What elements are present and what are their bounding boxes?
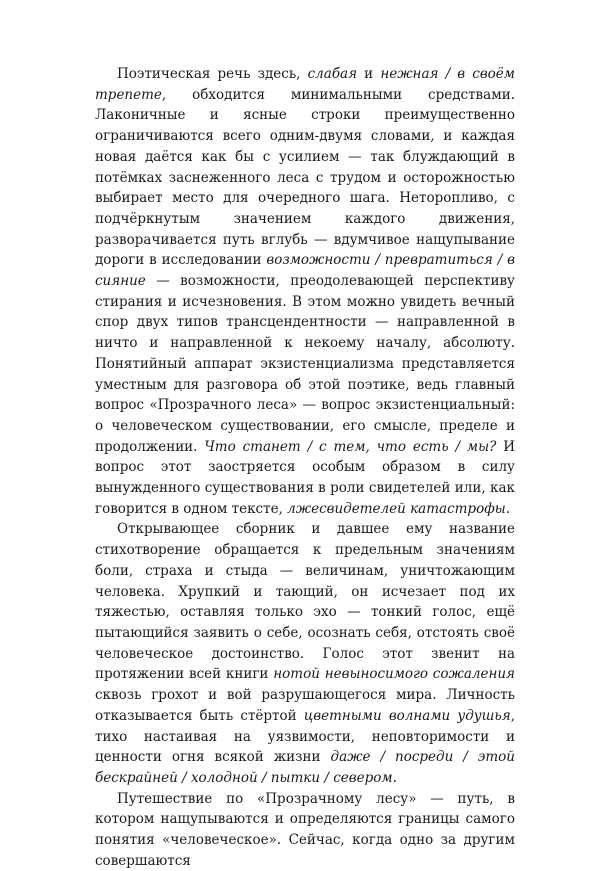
text-run: Путешествие по «Прозрачному лесу» — путь, в котором нащупываются и определяются границы самого понятия «человеческое». Сейчас, когда одно за другим совершаются xyxy=(95,790,515,869)
text-run: — возможности, преодолевающей перспективу стирания и исчезновения. В этом можно увидеть вечный спор двух типов трансцендентности — направленной в ничто и направленной к некоему началу, абсолюту. Понятийный аппарат экзистенциализма представляется уместным для разговора об этой поэтике, ведь главный вопрос «Прозрачного леса» — вопрос экзистенциальный: о человеческом существовании, его смысле, пределе и продолжении. xyxy=(95,273,515,455)
text-run: Поэтическая речь здесь, xyxy=(117,66,308,82)
text-run: . xyxy=(392,769,397,786)
italic-quote: цветными волнами удушья xyxy=(303,707,511,724)
paragraph-3 xyxy=(95,789,515,871)
italic-quote: лжесвидетелей катастрофы xyxy=(287,500,506,517)
paragraph-1 xyxy=(95,64,515,519)
text-run: Открывающее сборник и давшее ему название стихотворение обращается к предельным значениям боли, страха и стыда — величинам, уничтожающим человека. Хрупкий и тающий, он исчезает под их тяжестью, оставляя только эхо — тонкий голос, ещё пытающийся заявить о себе, осознать себя, отстоять своё человеческое достоинство. Голос этот звенит на протяжении всей книги xyxy=(95,521,515,683)
italic-quote: возможности / превратиться / в сияние xyxy=(95,252,515,290)
italic-quote: нотой невыносимого сожаления xyxy=(273,666,515,683)
italic-quote: слабая xyxy=(307,66,358,82)
paragraph-2 xyxy=(95,519,515,788)
italic-quote: даже / посреди / этой бескрайней / холодной / пытки / севером xyxy=(95,749,515,786)
italic-quote: Что станет / с тем, что есть / мы? xyxy=(204,438,497,455)
italic-quote: нежная / в своём трепете xyxy=(95,66,515,103)
text-run: . xyxy=(505,500,511,517)
text-run: , тихо настаивая на уязвимости, неповторимости и ценности огня всякой жизни xyxy=(95,707,515,766)
text-run: сквозь грохот и вой разрушающегося мира. Личность отказывается быть стёртой xyxy=(95,687,515,724)
text-run: , обходится минимальными средствами. Лаконичные и ясные строки преимущественно ограничиваются всего одним-двумя словами, и каждая новая даётся как бы с усилием — так блуждающий в потёмках заснеженного леса с трудом и осторожностью выбирает место для очередного шага. Неторопливо, с подчёркнутым значением каждого движения, разворачивается путь вглубь — вдумчивое нащупывание дороги в исследовании xyxy=(95,86,515,269)
text-run: и xyxy=(357,66,381,82)
text-run: И вопрос этот заостряется особым образом в силу вынужденного существования в роли свидетелей или, как говорится в одном тексте, xyxy=(95,438,515,517)
